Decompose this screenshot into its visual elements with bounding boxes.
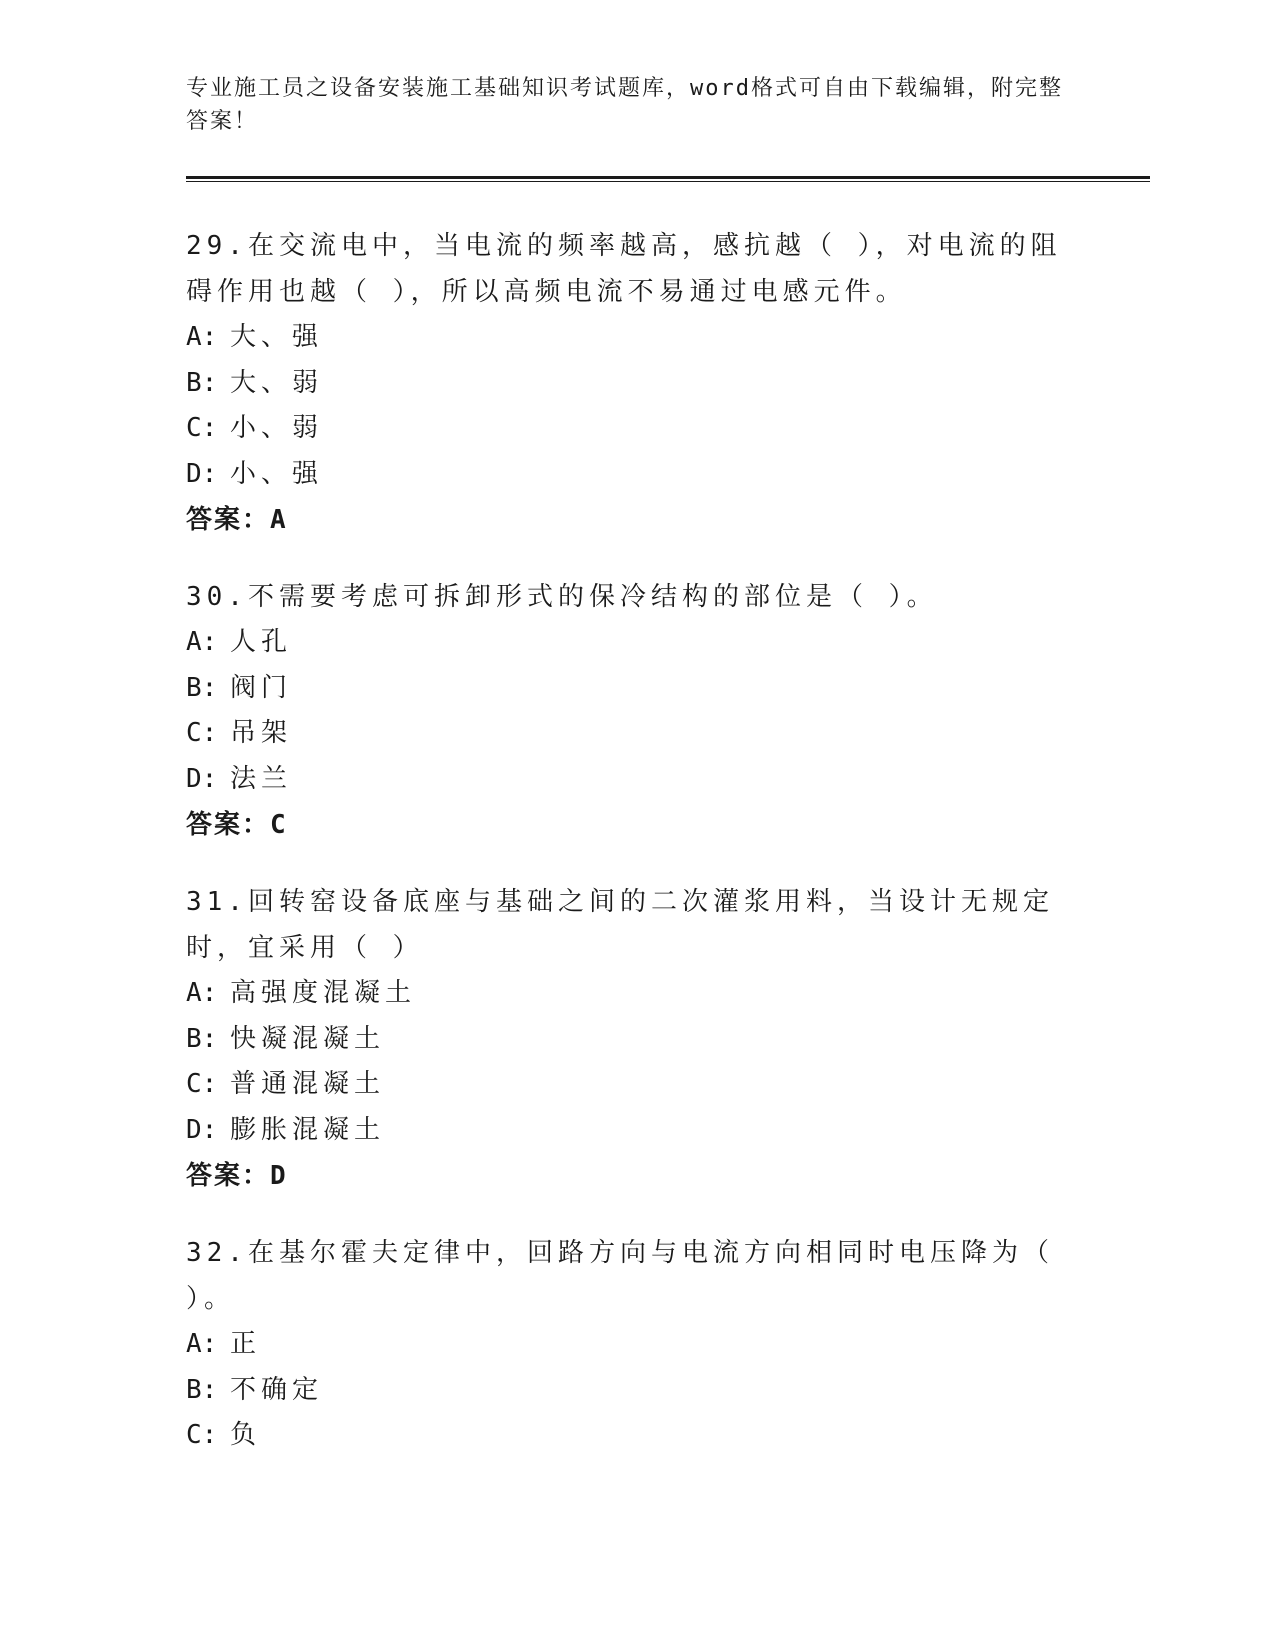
- answer-label: 答案：D: [186, 1161, 288, 1191]
- option-text: 大、弱: [230, 367, 324, 398]
- option-key: C:: [186, 718, 218, 748]
- option-text: 高强度混凝土: [230, 978, 417, 1008]
- option-b: [186, 1017, 1086, 1063]
- option-c: [186, 406, 1086, 452]
- option-text: 小、弱: [230, 413, 324, 443]
- option-a: [186, 620, 1086, 666]
- option-d: [186, 757, 1086, 803]
- option-text: 膨胀混凝土: [230, 1114, 386, 1145]
- question-32: [186, 1230, 1086, 1459]
- option-a: [186, 971, 1086, 1017]
- header-divider-thick: [186, 176, 1150, 179]
- option-text: 法兰: [230, 763, 293, 794]
- question-stem: 31.回转窑设备底座与基础之间的二次灌浆用料，当设计无规定时，宜采用（ ）: [186, 887, 1054, 963]
- option-text: 正: [230, 1329, 262, 1359]
- option-key: A:: [186, 978, 218, 1008]
- option-d: [186, 452, 1086, 498]
- option-key: C:: [186, 1420, 218, 1450]
- option-text: 不确定: [230, 1374, 324, 1405]
- option-b: [186, 1368, 1086, 1414]
- answer-label: 答案：A: [186, 505, 288, 535]
- option-key: A:: [186, 322, 218, 352]
- question-30: [186, 574, 1086, 848]
- option-text: 人孔: [230, 627, 293, 657]
- question-stem: 30.不需要考虑可拆卸形式的保冷结构的部位是（ ）。: [186, 582, 938, 612]
- question-stem: 32.在基尔霍夫定律中，回路方向与电流方向相同时电压降为（ ）。: [186, 1238, 1054, 1314]
- option-c: [186, 711, 1086, 757]
- option-c: [186, 1062, 1086, 1108]
- option-text: 普通混凝土: [230, 1069, 386, 1099]
- question-29: [186, 223, 1086, 543]
- answer-label: 答案：C: [186, 810, 288, 840]
- option-key: A:: [186, 1329, 218, 1359]
- option-b: [186, 361, 1086, 407]
- option-key: B:: [186, 672, 218, 703]
- question-stem: 29.在交流电中，当电流的频率越高，感抗越（ ），对电流的阻碍作用也越（ ），所以高频电流不易通过电感元件。: [186, 231, 1062, 307]
- option-c: [186, 1413, 1086, 1459]
- option-text: 小、强: [230, 458, 324, 489]
- option-text: 阀门: [230, 672, 293, 703]
- option-key: A:: [186, 627, 218, 657]
- option-key: C:: [186, 1069, 218, 1099]
- option-d: [186, 1108, 1086, 1154]
- option-key: D:: [186, 1114, 218, 1145]
- option-key: B:: [186, 1374, 218, 1405]
- question-31: [186, 879, 1086, 1199]
- document-header: 专业施工员之设备安装施工基础知识考试题库，word格式可自由下载编辑，附完整答案！: [186, 76, 1063, 134]
- option-text: 大、强: [230, 322, 324, 352]
- option-key: D:: [186, 763, 218, 794]
- option-text: 快凝混凝土: [230, 1023, 386, 1054]
- option-key: B:: [186, 1023, 218, 1054]
- option-key: D:: [186, 458, 218, 489]
- option-b: [186, 666, 1086, 712]
- option-key: C:: [186, 413, 218, 443]
- option-text: 吊架: [230, 718, 293, 748]
- option-a: [186, 1322, 1086, 1368]
- header-divider-thin: [186, 181, 1150, 182]
- option-key: B:: [186, 367, 218, 398]
- option-a: [186, 315, 1086, 361]
- option-text: 负: [230, 1420, 262, 1450]
